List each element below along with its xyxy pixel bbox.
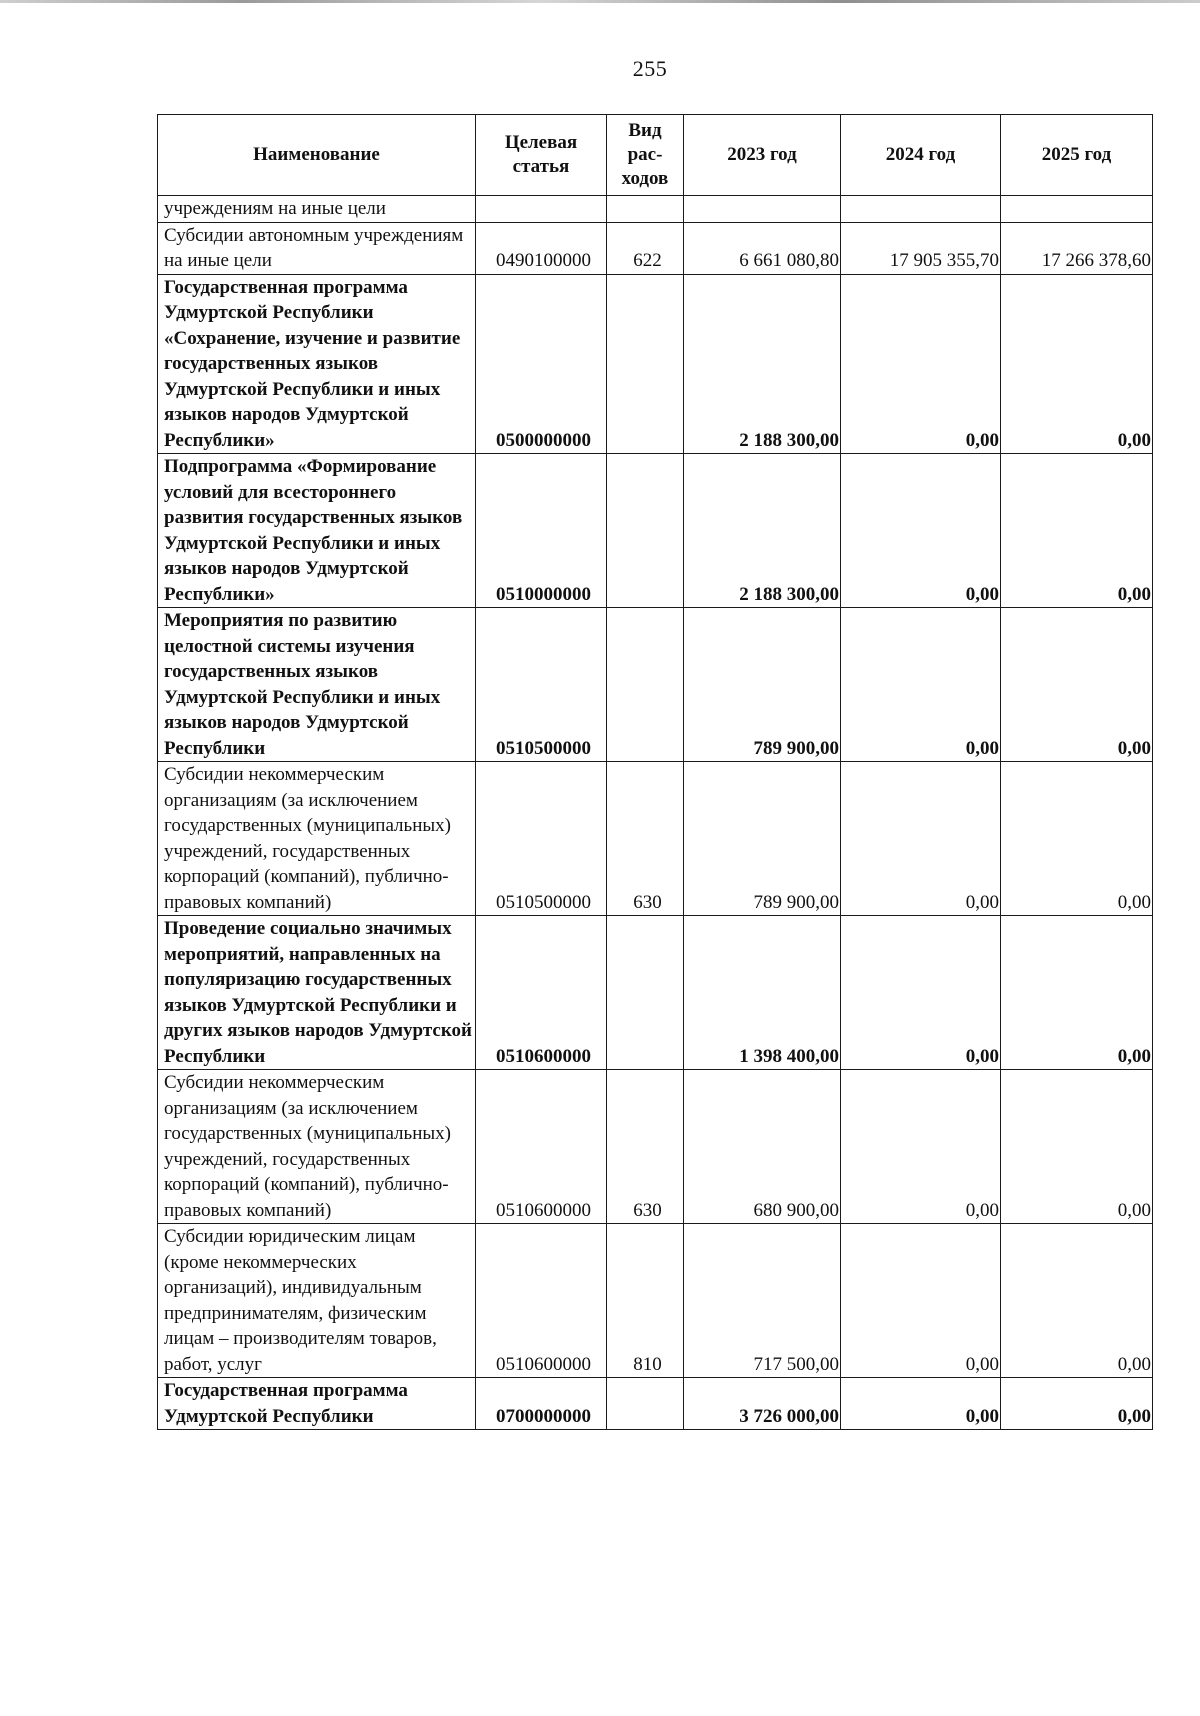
row-expense-kind: 630 (607, 762, 684, 916)
row-target-article: 0510600000 (476, 1224, 607, 1378)
row-amount-2024: 0,00 (841, 762, 1001, 916)
row-amount-2023: 680 900,00 (684, 1070, 841, 1224)
row-target-article: 0510600000 (476, 1070, 607, 1224)
row-target-article: 0490100000 (476, 222, 607, 274)
row-amount-2025: 0,00 (1001, 608, 1153, 762)
row-amount-2025: 0,00 (1001, 1070, 1153, 1224)
row-amount-2025: 17 266 378,60 (1001, 222, 1153, 274)
row-expense-kind: 810 (607, 1224, 684, 1378)
row-amount-2024: 0,00 (841, 1378, 1001, 1430)
row-name: Субсидии некоммерческим организациям (за исключением государственных (муниципальных) учреждений, государственных корпораций (компаний), публично-правовых компаний) (158, 762, 476, 916)
table-row (158, 222, 1153, 274)
row-amount-2023: 789 900,00 (684, 608, 841, 762)
row-amount-2024 (841, 196, 1001, 223)
table-row (158, 1378, 1153, 1430)
page-top-edge (0, 0, 1200, 3)
row-target-article (476, 196, 607, 223)
row-name: Субсидии автономным учреждениям на иные цели (158, 222, 476, 274)
row-amount-2025: 0,00 (1001, 454, 1153, 608)
row-amount-2023: 789 900,00 (684, 762, 841, 916)
row-amount-2024: 0,00 (841, 608, 1001, 762)
row-name: учреждениям на иные цели (158, 196, 476, 223)
row-name: Субсидии юридическим лицам (кроме некоммерческих организаций), индивидуальным предпринимателям, физическим лицам – производителям товаров, работ, услуг (158, 1224, 476, 1378)
table-row (158, 1224, 1153, 1378)
row-amount-2024: 0,00 (841, 916, 1001, 1070)
header-expense-kind: Вид рас-ходов (607, 115, 684, 196)
row-target-article: 0700000000 (476, 1378, 607, 1430)
row-expense-kind (607, 608, 684, 762)
row-amount-2025: 0,00 (1001, 762, 1153, 916)
table-row (158, 454, 1153, 608)
row-target-article: 0510600000 (476, 916, 607, 1070)
header-target-article: Целевая статья (476, 115, 607, 196)
row-amount-2023: 1 398 400,00 (684, 916, 841, 1070)
row-expense-kind (607, 1378, 684, 1430)
header-year-2023: 2023 год (684, 115, 841, 196)
header-name: Наименование (158, 115, 476, 196)
row-amount-2025: 0,00 (1001, 274, 1153, 454)
table-row (158, 1070, 1153, 1224)
row-amount-2024: 17 905 355,70 (841, 222, 1001, 274)
row-amount-2023: 2 188 300,00 (684, 454, 841, 608)
row-target-article: 0500000000 (476, 274, 607, 454)
row-name: Субсидии некоммерческим организациям (за исключением государственных (муниципальных) учреждений, государственных корпораций (компаний), публично-правовых компаний) (158, 1070, 476, 1224)
row-amount-2023: 2 188 300,00 (684, 274, 841, 454)
row-target-article: 0510500000 (476, 762, 607, 916)
row-amount-2025 (1001, 196, 1153, 223)
row-expense-kind (607, 196, 684, 223)
row-expense-kind (607, 916, 684, 1070)
row-amount-2024: 0,00 (841, 454, 1001, 608)
table-row (158, 196, 1153, 223)
row-amount-2024: 0,00 (841, 1070, 1001, 1224)
row-expense-kind (607, 454, 684, 608)
row-amount-2024: 0,00 (841, 274, 1001, 454)
row-amount-2023: 3 726 000,00 (684, 1378, 841, 1430)
row-expense-kind: 630 (607, 1070, 684, 1224)
row-target-article: 0510500000 (476, 608, 607, 762)
budget-table (157, 114, 1153, 1430)
row-amount-2023: 717 500,00 (684, 1224, 841, 1378)
row-amount-2025: 0,00 (1001, 1224, 1153, 1378)
row-amount-2023 (684, 196, 841, 223)
row-name: Мероприятия по развитию целостной системы изучения государственных языков Удмуртской Республики и иных языков народов Удмуртской Республики (158, 608, 476, 762)
row-amount-2024: 0,00 (841, 1224, 1001, 1378)
row-name: Проведение социально значимых мероприятий, направленных на популяризацию государственных языков Удмуртской Республики и других языков народов Удмуртской Республики (158, 916, 476, 1070)
row-name: Государственная программа Удмуртской Республики «Сохранение, изучение и развитие государственных языков Удмуртской Республики и иных языков народов Удмуртской Республики» (158, 274, 476, 454)
row-name: Подпрограмма «Формирование условий для всестороннего развития государственных языков Удмуртской Республики и иных языков народов Удмуртской Республики» (158, 454, 476, 608)
row-amount-2025: 0,00 (1001, 1378, 1153, 1430)
header-year-2024: 2024 год (841, 115, 1001, 196)
row-amount-2023: 6 661 080,80 (684, 222, 841, 274)
table-row (158, 916, 1153, 1070)
header-year-2025: 2025 год (1001, 115, 1153, 196)
row-expense-kind (607, 274, 684, 454)
page-number: 255 (632, 56, 668, 81)
row-amount-2025: 0,00 (1001, 916, 1153, 1070)
row-expense-kind: 622 (607, 222, 684, 274)
table-row (158, 762, 1153, 916)
table-row (158, 274, 1153, 454)
row-name: Государственная программа Удмуртской Республики (158, 1378, 476, 1430)
table-header-row (158, 115, 1153, 196)
table-row (158, 608, 1153, 762)
row-target-article: 0510000000 (476, 454, 607, 608)
